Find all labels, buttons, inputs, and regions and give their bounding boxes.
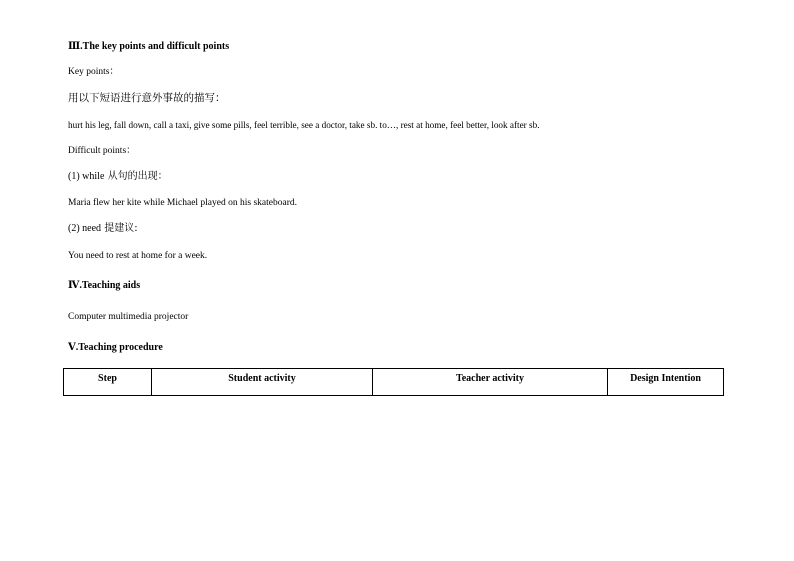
header-step: Step — [64, 369, 152, 396]
header-design-intention: Design Intention — [608, 369, 724, 396]
key-points-chinese-instruction: 用以下短语进行意外事故的描写： — [68, 92, 226, 104]
teaching-aids-content: Computer multimedia projector — [68, 312, 189, 322]
difficult-point-2 — [68, 224, 138, 234]
header-student-activity: Student activity — [152, 369, 373, 396]
teaching-procedure-table — [63, 368, 724, 396]
difficult-point-1-chinese: 从句的出现： — [104, 171, 168, 182]
table-header-row — [64, 369, 724, 396]
difficult-point-1-example: Maria flew her kite while Michael played on his skateboard. — [68, 198, 297, 208]
difficult-points-label: Difficult points： — [68, 146, 136, 156]
difficult-point-1-prefix: (1) while — [68, 171, 105, 182]
key-points-label: Key points： — [68, 67, 119, 77]
header-teacher-activity: Teacher activity — [373, 369, 608, 396]
section-teaching-aids-heading: Ⅳ.Teaching aids — [68, 280, 141, 291]
difficult-point-2-prefix: (2) need — [68, 223, 102, 234]
section-teaching-procedure-heading: Ⅴ.Teaching procedure — [68, 342, 163, 353]
difficult-point-1 — [68, 172, 168, 182]
difficult-point-2-chinese: 提建议: — [101, 223, 138, 234]
section-key-difficult-heading: Ⅲ.The key points and difficult points — [68, 41, 230, 52]
difficult-point-2-example: You need to rest at home for a week. — [68, 251, 208, 261]
key-phrases-list: hurt his leg, fall down, call a taxi, give some pills, feel terrible, see a doctor, take sb. to…, rest at home, feel better, look after sb. — [68, 120, 540, 130]
